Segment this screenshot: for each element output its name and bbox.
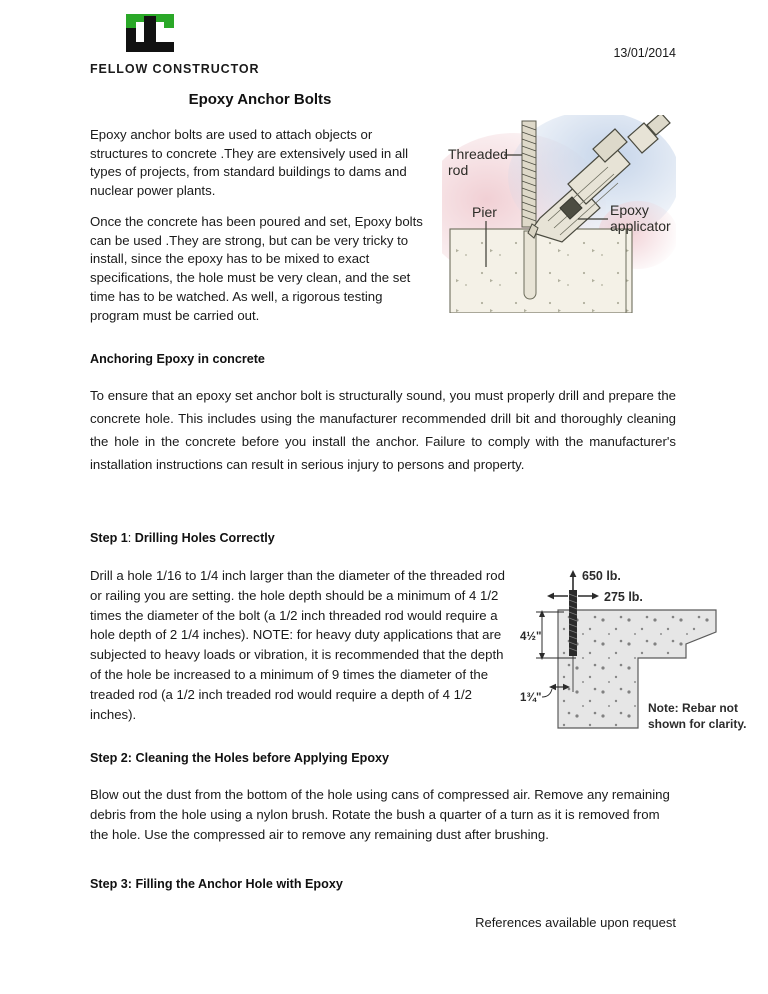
- anchoring-body-wrap: [90, 384, 676, 476]
- anchoring-body: To ensure that an epoxy set anchor bolt is structurally sound, you must properly drill and prepare the concrete hole. This includes using the manufacturer recommended drill bit and thoroughly cleaning the hole in the concrete before you install the anchor. Failure to comply with the manufacturer's installation instructions can result in serious injury to persons and property.: [90, 388, 676, 473]
- document-date: 13/01/2014: [613, 46, 676, 60]
- step1-label: Step 1: [90, 531, 128, 545]
- step3-heading-wrap: [90, 877, 676, 891]
- figure1-label-pier: Pier: [472, 204, 497, 220]
- figure1-label-threaded-rod-line2: rod: [448, 162, 469, 178]
- footer-note: References available upon request: [475, 915, 676, 930]
- step1-title: Drilling Holes Correctly: [134, 531, 275, 545]
- figure-epoxy-applicator: [442, 115, 676, 313]
- figure2-label-vertical-load: 650 lb.: [582, 569, 621, 583]
- intro-column: [90, 126, 428, 337]
- step1-body: Drill a hole 1/16 to 1/4 inch larger than the diameter of the threaded rod or railing you are setting. the hole depth should be a minimum of 4 1/2 times the diameter of the bolt (a 1/2 inch threaded rod would require a hole depth of 2 1/4 inches). NOTE: for heavy duty applications that are subjected to heavy loads or vibration, it is recommended that the depth of the hole be increased to a minimum of 9 times the diameter of the treaded rod (a 1/2 inch treaded rod would require a depth of 4 1/2 inches).: [90, 568, 505, 722]
- figure1-label-epoxy-line1: Epoxy: [610, 202, 649, 218]
- figure2-note-line1: Note: Rebar not: [648, 701, 738, 715]
- fellow-constructor-logo-icon: [122, 12, 178, 56]
- step1-separator: :: [127, 531, 135, 545]
- step2-body: Blow out the dust from the bottom of the hole using cans of compressed air. Remove any remaining debris from the hole using a nylon brush. Rotate the bush a quarter of a turn as it is removed from the hole. Use the compressed air to remove any remaining dust after brushing.: [90, 787, 670, 842]
- step1-body-wrap: [90, 566, 510, 724]
- figure2-label-embed-depth: 4½": [520, 631, 542, 643]
- figure2-note-line2: shown for clarity.: [648, 717, 747, 731]
- figure2-label-lateral-load: 275 lb.: [604, 590, 643, 604]
- figure-pier-loads: [520, 566, 748, 738]
- step1-heading: [90, 531, 676, 545]
- step3-heading: Step 3: Filling the Anchor Hole with Epoxy: [90, 877, 343, 891]
- intro-paragraph-2: Once the concrete has been poured and set, Epoxy bolts can be used .They are strong, but can be very tricky to install, since the epoxy has to be mixed to exact specifications, the hole must be very clean, and the set time has to be watched. As well, a rigorous testing program must be carried out.: [90, 213, 423, 323]
- brand-wordmark: FELLOW CONSTRUCTOR: [90, 62, 260, 76]
- anchoring-section: [90, 352, 676, 366]
- figure2-label-edge-distance: 1¾": [520, 692, 542, 704]
- intro-paragraph-1: Epoxy anchor bolts are used to attach objects or structures to concrete .They are extensively used in all types of projects, from standard buildings to dams and nuclear power plants.: [90, 127, 409, 199]
- step2-heading: Step 2: Cleaning the Holes before Applying Epoxy: [90, 751, 390, 765]
- figure1-label-epoxy-line2: applicator: [610, 218, 671, 234]
- figure1-label-threaded-rod-line1: Threaded: [448, 146, 508, 162]
- anchoring-heading: Anchoring Epoxy in concrete: [90, 352, 265, 366]
- page-title: Epoxy Anchor Bolts: [188, 91, 332, 108]
- brand-logo: [90, 12, 340, 76]
- step2-heading-wrap: [90, 751, 676, 765]
- step2-body-wrap: [90, 785, 676, 844]
